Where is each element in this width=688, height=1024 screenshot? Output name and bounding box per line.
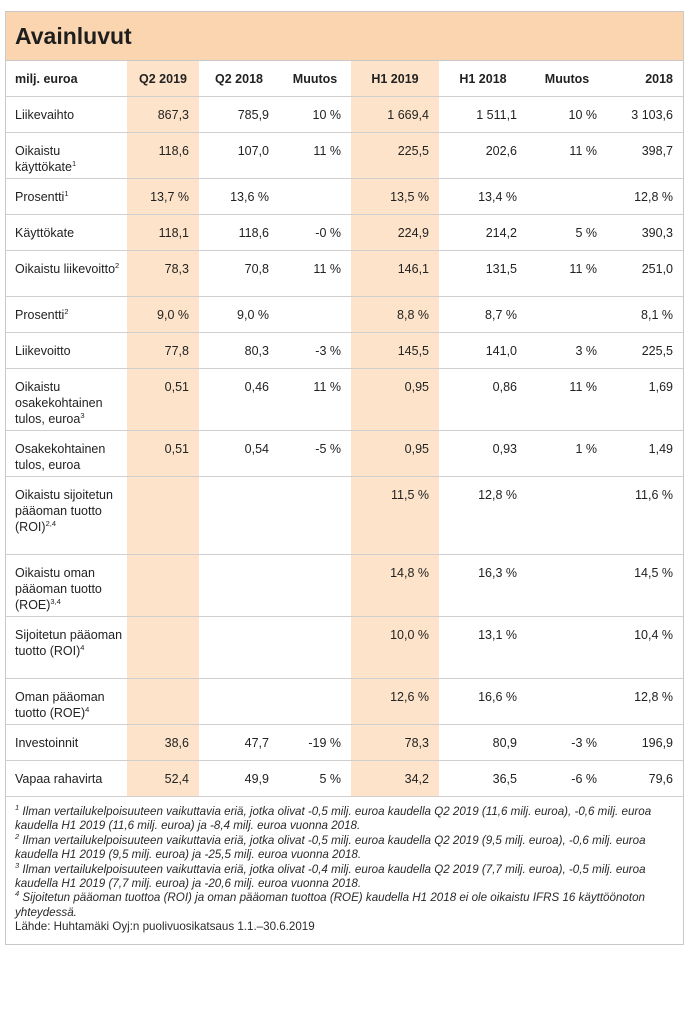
table-cell: 8,8 % <box>351 297 439 333</box>
footnote-ref: 4 <box>85 704 90 714</box>
key-figures-panel <box>5 11 684 945</box>
table-cell <box>527 179 607 215</box>
row-label-text: Oikaistu liikevoitto <box>15 262 116 276</box>
panel-title: Avainluvut <box>6 12 683 61</box>
table-cell: 3 % <box>527 333 607 369</box>
table-cell: 10 % <box>279 97 351 133</box>
table-cell <box>279 617 351 679</box>
row-label <box>6 679 127 725</box>
table-cell <box>127 477 199 555</box>
table-cell: 49,9 <box>199 761 279 797</box>
table-row <box>6 555 683 617</box>
table-cell: 118,6 <box>127 133 199 179</box>
column-header: Q2 2019 <box>127 61 199 97</box>
table-cell <box>279 679 351 725</box>
table-row <box>6 477 683 555</box>
table-cell <box>199 477 279 555</box>
table-cell: 10,4 % <box>607 617 683 679</box>
table-cell: 1 % <box>527 431 607 477</box>
row-label <box>6 369 127 431</box>
table-row <box>6 97 683 133</box>
footnotes <box>6 797 683 944</box>
column-header: H1 2019 <box>351 61 439 97</box>
table-cell: 11,5 % <box>351 477 439 555</box>
footnote-ref: 2 <box>64 306 69 316</box>
column-header: Muutos <box>279 61 351 97</box>
row-label-text: Oman pääoman tuotto (ROE) <box>15 690 105 720</box>
table-cell: 36,5 <box>439 761 527 797</box>
table-cell <box>199 679 279 725</box>
row-label <box>6 179 127 215</box>
table-cell: 224,9 <box>351 215 439 251</box>
column-header: H1 2018 <box>439 61 527 97</box>
table-cell: 12,8 % <box>439 477 527 555</box>
table-cell: 251,0 <box>607 251 683 297</box>
table-cell: 214,2 <box>439 215 527 251</box>
table-cell: 14,8 % <box>351 555 439 617</box>
row-label-text: Oikaistu oman pääoman tuotto (ROE) <box>15 566 102 612</box>
table-cell: 118,1 <box>127 215 199 251</box>
table-cell: 145,5 <box>351 333 439 369</box>
footnote-ref: 1 <box>64 188 69 198</box>
table-cell: 1,69 <box>607 369 683 431</box>
table-cell: 1 511,1 <box>439 97 527 133</box>
header-row <box>6 61 683 97</box>
row-label-text: Liikevaihto <box>15 108 75 122</box>
table-cell: 13,7 % <box>127 179 199 215</box>
table-cell: 141,0 <box>439 333 527 369</box>
table-cell: 107,0 <box>199 133 279 179</box>
table-cell: 10,0 % <box>351 617 439 679</box>
table-cell: -19 % <box>279 725 351 761</box>
table-cell: 146,1 <box>351 251 439 297</box>
table-row <box>6 431 683 477</box>
footnote-text: Ilman vertailukelpoisuuteen vaikuttavia eriä, jotka olivat -0,5 milj. euroa kaudella Q2 2019 (11,6 milj. euroa), -0,6 milj. euroa kaudella H1 2019 (11,6 milj. euroa) ja -8,4 milj. euroa vuonna 2018. <box>15 805 652 833</box>
footnote-mark: 3 <box>15 860 20 870</box>
row-label-text: Vapaa rahavirta <box>15 772 103 786</box>
row-label-text: Osakekohtainen tulos, euroa <box>15 442 106 472</box>
row-label <box>6 133 127 179</box>
table-cell: 52,4 <box>127 761 199 797</box>
table-cell: -3 % <box>527 725 607 761</box>
row-label <box>6 761 127 797</box>
table-cell: 13,1 % <box>439 617 527 679</box>
table-cell: 12,8 % <box>607 679 683 725</box>
table-cell: 11 % <box>279 369 351 431</box>
table-row <box>6 369 683 431</box>
row-label-text: Investoinnit <box>15 736 79 750</box>
column-header: Q2 2018 <box>199 61 279 97</box>
table-cell: 80,9 <box>439 725 527 761</box>
column-header: 2018 <box>607 61 683 97</box>
table-cell <box>279 297 351 333</box>
table-cell: 13,6 % <box>199 179 279 215</box>
row-label <box>6 431 127 477</box>
table-cell: 79,6 <box>607 761 683 797</box>
table-cell: 38,6 <box>127 725 199 761</box>
table-cell <box>527 477 607 555</box>
table-cell: 12,8 % <box>607 179 683 215</box>
table-cell: 47,7 <box>199 725 279 761</box>
row-label-text: Oikaistu käyttökate <box>15 144 72 174</box>
table-row <box>6 251 683 297</box>
table-cell: 13,5 % <box>351 179 439 215</box>
table-cell: 0,95 <box>351 431 439 477</box>
table-cell <box>279 555 351 617</box>
table-cell: 131,5 <box>439 251 527 297</box>
table-row <box>6 215 683 251</box>
table-body <box>6 97 683 797</box>
table-cell <box>279 477 351 555</box>
table-cell: 0,46 <box>199 369 279 431</box>
table-cell <box>199 555 279 617</box>
table-cell: 8,1 % <box>607 297 683 333</box>
table-cell: 0,51 <box>127 369 199 431</box>
table-row <box>6 679 683 725</box>
table-cell: 0,93 <box>439 431 527 477</box>
table-cell: 196,9 <box>607 725 683 761</box>
table-cell <box>127 617 199 679</box>
table-cell: 70,8 <box>199 251 279 297</box>
footnote-text: Sijoitetun pääoman tuottoa (ROI) ja oman pääoman tuottoa (ROE) kaudella H1 2018 ei ole oikaistu IFRS 16 käyttöönoton yhteydessä. <box>15 891 645 919</box>
table-cell: 78,3 <box>351 725 439 761</box>
footnote-ref: 1 <box>71 158 77 168</box>
table-cell: 16,6 % <box>439 679 527 725</box>
table-cell: 11 % <box>527 369 607 431</box>
table-row <box>6 617 683 679</box>
table-cell: 8,7 % <box>439 297 527 333</box>
table-cell: 14,5 % <box>607 555 683 617</box>
table-cell: 16,3 % <box>439 555 527 617</box>
table-cell: 0,95 <box>351 369 439 431</box>
table-cell <box>527 679 607 725</box>
table-cell: 5 % <box>527 215 607 251</box>
table-cell: -0 % <box>279 215 351 251</box>
row-label-text: Prosentti <box>15 190 65 204</box>
table-cell: 225,5 <box>607 333 683 369</box>
table-cell: 77,8 <box>127 333 199 369</box>
table-cell: 12,6 % <box>351 679 439 725</box>
footnote <box>15 831 674 863</box>
table-cell: 1,49 <box>607 431 683 477</box>
row-label <box>6 215 127 251</box>
footnote-ref: 3 <box>80 410 85 420</box>
row-label-text: Oikaistu sijoitetun pääoman tuotto (ROI) <box>15 488 113 534</box>
table-cell <box>279 179 351 215</box>
table-cell: -6 % <box>527 761 607 797</box>
table-cell: 225,5 <box>351 133 439 179</box>
table-cell <box>527 617 607 679</box>
table-row <box>6 133 683 179</box>
row-label <box>6 617 127 679</box>
row-label <box>6 97 127 133</box>
table-cell: 1 669,4 <box>351 97 439 133</box>
footnote-mark: 1 <box>15 803 20 813</box>
table-cell: 80,3 <box>199 333 279 369</box>
table-cell: 3 103,6 <box>607 97 683 133</box>
row-label-text: Prosentti <box>15 308 65 322</box>
table-row <box>6 297 683 333</box>
table-cell: 11 % <box>279 133 351 179</box>
table-row <box>6 725 683 761</box>
table-cell: 11 % <box>279 251 351 297</box>
table-row <box>6 179 683 215</box>
table-cell: 9,0 % <box>127 297 199 333</box>
table-cell: 867,3 <box>127 97 199 133</box>
source-note: Lähde: Huhtamäki Oyj:n puolivuosikatsaus 1.1.–30.6.2019 <box>15 920 315 934</box>
footnote-ref: 2 <box>115 260 120 270</box>
table-cell: 11,6 % <box>607 477 683 555</box>
row-label-text: Liikevoitto <box>15 344 71 358</box>
footnote-mark: 4 <box>15 889 20 899</box>
table-cell <box>527 297 607 333</box>
table-cell <box>127 555 199 617</box>
table-cell: 785,9 <box>199 97 279 133</box>
footnote-ref: 2,4 <box>45 518 56 528</box>
row-label <box>6 477 127 555</box>
footnote-text: Ilman vertailukelpoisuuteen vaikuttavia eriä, jotka olivat -0,4 milj. euroa kaudella Q2 2019 (7,7 milj. euroa), -0,5 milj. euroa kaudella H1 2019 (7,7 milj. euroa) ja -20,6 milj. euroa vuonna 2018. <box>15 862 646 891</box>
table-cell: 398,7 <box>607 133 683 179</box>
key-figures-table <box>6 61 683 797</box>
table-cell <box>527 555 607 617</box>
table-cell: 0,86 <box>439 369 527 431</box>
table-cell: 0,54 <box>199 431 279 477</box>
table-cell: 5 % <box>279 761 351 797</box>
footnote-ref: 3,4 <box>50 596 61 606</box>
table-cell: 9,0 % <box>199 297 279 333</box>
table-cell: 11 % <box>527 251 607 297</box>
footnote <box>15 891 674 920</box>
table-cell: 11 % <box>527 133 607 179</box>
table-cell <box>127 679 199 725</box>
table-cell: 0,51 <box>127 431 199 477</box>
table-cell: 13,4 % <box>439 179 527 215</box>
table-cell: -3 % <box>279 333 351 369</box>
column-header: Muutos <box>527 61 607 97</box>
table-cell <box>199 617 279 679</box>
table-cell: 202,6 <box>439 133 527 179</box>
row-label-text: Oikaistu osakekohtainen tulos, euroa <box>15 380 103 426</box>
row-label <box>6 251 127 297</box>
footnote <box>15 860 674 892</box>
row-label-text: Käyttökate <box>15 226 75 240</box>
table-cell: 390,3 <box>607 215 683 251</box>
footnote <box>15 805 674 834</box>
row-label <box>6 297 127 333</box>
table-row <box>6 761 683 797</box>
table-cell: 10 % <box>527 97 607 133</box>
table-cell: 78,3 <box>127 251 199 297</box>
row-label-text: Sijoitetun pääoman tuotto (ROI) <box>15 628 123 658</box>
table-cell: 34,2 <box>351 761 439 797</box>
row-label <box>6 333 127 369</box>
table-cell: 118,6 <box>199 215 279 251</box>
table-cell: -5 % <box>279 431 351 477</box>
table-row <box>6 333 683 369</box>
row-label <box>6 725 127 761</box>
footnote-ref: 4 <box>80 642 85 652</box>
row-label <box>6 555 127 617</box>
footnote-text: Ilman vertailukelpoisuuteen vaikuttavia eriä, jotka olivat -0,5 milj. euroa kaudella Q2 2019 (9,5 milj. euroa), -0,6 milj. euroa kaudella H1 2019 (9,5 milj. euroa) ja -25,5 milj. euroa vuonna 2018. <box>15 833 646 862</box>
footnote-mark: 2 <box>15 831 20 841</box>
column-header: milj. euroa <box>6 61 127 97</box>
